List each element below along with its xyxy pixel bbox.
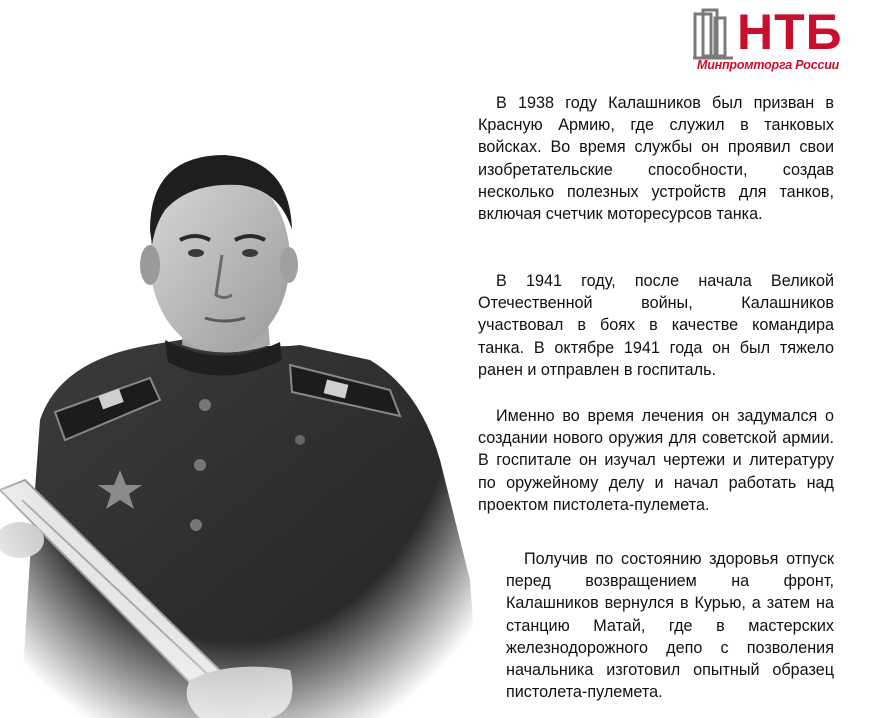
paragraph-text: Именно во время лечения он задумался о создании нового оружия для советской армии. В госпитале он изучал чертежи и литературу по оружейному делу и начал работать над проектом пистолета-пулемета. [478, 407, 834, 514]
paragraph-3 [478, 405, 834, 516]
logo-brand: НТБ [737, 4, 843, 60]
paragraph-1 [478, 92, 834, 225]
paragraph-text: В 1941 году, после начала Великой Отечественной войны, Калашников участвовал в боях в качестве командира танка. В октябре 1941 года он был тяжело ранен и отправлен в госпиталь. [478, 272, 834, 379]
paragraph-4 [506, 548, 834, 703]
logo-subtitle: Минпромторга России [697, 58, 840, 72]
paragraph-text: В 1938 году Калашников был призван в Красную Армию, где служил в танковых войсках. Во время службы он проявил свои изобретательские способности, создав несколько полезных устройств для танков, включая счетчик моторесурсов танка. [478, 94, 834, 224]
ntb-logo[interactable] [693, 4, 865, 74]
portrait-photo [0, 60, 520, 718]
paragraph-text: Получив по состоянию здоровья отпуск перед возвращением на фронт, Калашников вернулся в Курью, а затем на станцию Матай, где в мастерских железнодорожного депо с позволения начальника изготовил опытный образец пистолета-пулемета. [506, 550, 834, 702]
paragraph-2 [478, 270, 834, 381]
